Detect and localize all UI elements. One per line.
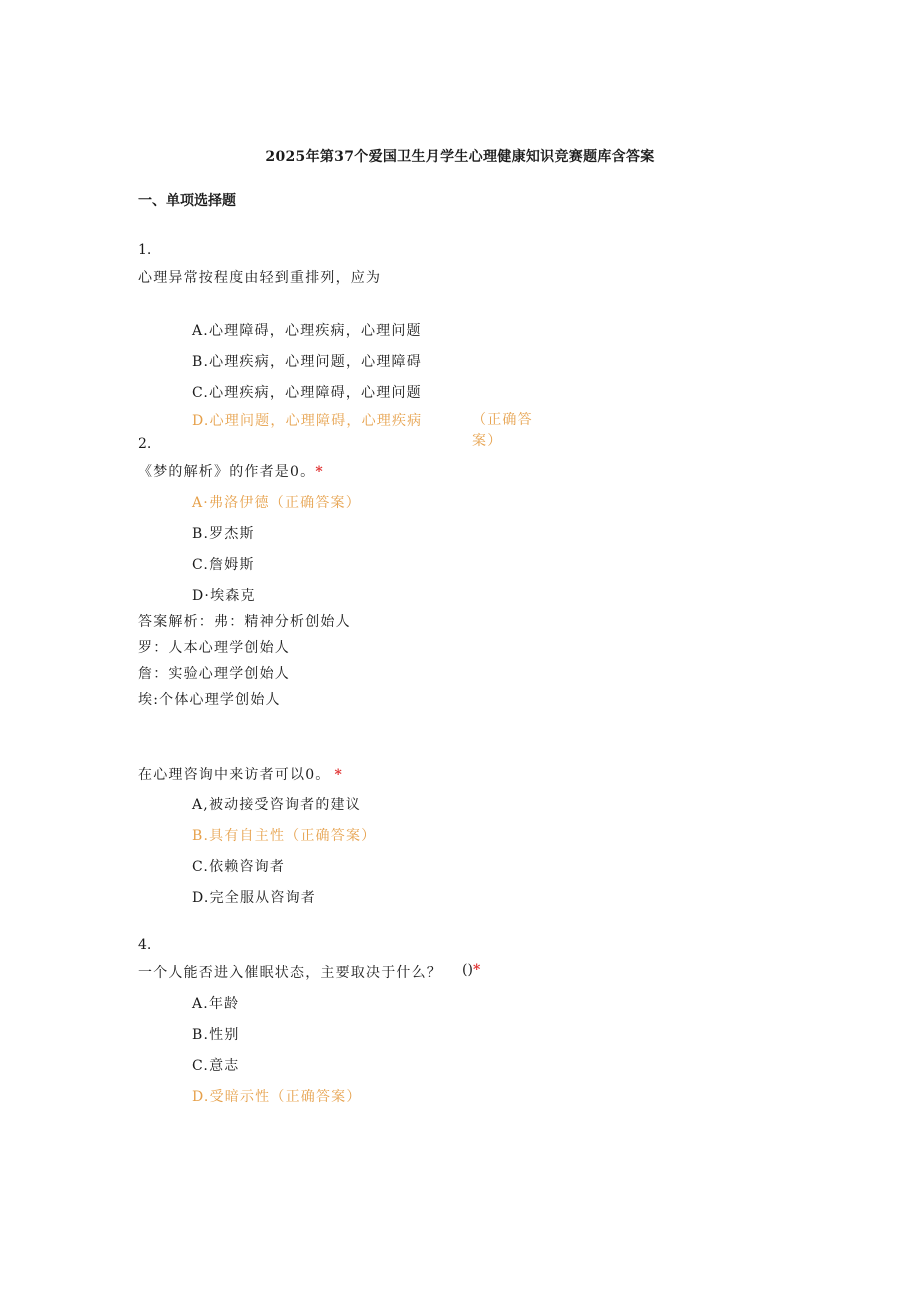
q2-option-c: C.詹姆斯 [192,557,255,573]
q2-number: 2. [138,436,152,452]
q2-explanation-line: 詹：实验心理学创始人 [138,666,290,682]
required-star: * [334,767,344,783]
q4-option-a: A.年龄 [192,996,240,1012]
q4-number: 4. [138,937,152,953]
q1-answer-tag: （正确答案） [472,412,533,449]
q3-option-a: A,被动接受咨询者的建议 [192,797,361,813]
q1-option-c: C.心理疾病，心理障碍，心理问题 [192,385,422,401]
required-star: * [472,962,481,978]
q2-question [138,461,324,481]
section-heading: 一、单项选择题 [138,193,236,209]
q4-option-c: C.意志 [192,1058,240,1074]
q3-option-b: B.具有自主性（正确答案） [192,828,377,844]
q4-paren: () [462,962,473,978]
q1-option-d: D.心理问题，心理障碍，心理疾病 [192,413,423,429]
q2-explanation-line: 答案解析：弗：精神分析创始人 [138,614,351,630]
q3-option-d: D.完全服从咨询者 [192,890,316,906]
q3-question [138,764,343,784]
required-star: * [315,464,324,480]
q4-text: 一个人能否进入催眠状态，主要取决于什么？ [138,965,442,981]
q2-explanation-line: 埃:个体心理学创始人 [138,692,281,708]
q4-option-d: D.受暗示性（正确答案） [192,1089,362,1105]
page-title: 2025年第37个爱国卫生月学生心理健康知识竞赛题库含答案 [265,149,655,165]
q2-option-a: A·弗洛伊德（正确答案） [192,495,361,511]
q2-option-d: D·埃森克 [192,588,256,604]
q1-number: 1. [138,242,152,258]
q2-explanation-line: 罗：人本心理学创始人 [138,640,290,656]
q1-option-a: A.心理障碍，心理疾病，心理问题 [192,323,422,339]
q2-text: 《梦的解析》的作者是0。 [138,464,316,480]
q1-text: 心理异常按程度由轻到重排列，应为 [138,270,382,286]
q4-option-b: B.性别 [192,1027,240,1043]
q1-option-b: B.心理疾病，心理问题，心理障碍 [192,354,422,370]
q3-text: 在心理咨询中来访者可以0。 [138,767,331,783]
q2-option-b: B.罗杰斯 [192,526,255,542]
q4-blank [462,962,480,978]
q3-option-c: C.依赖咨询者 [192,859,286,875]
